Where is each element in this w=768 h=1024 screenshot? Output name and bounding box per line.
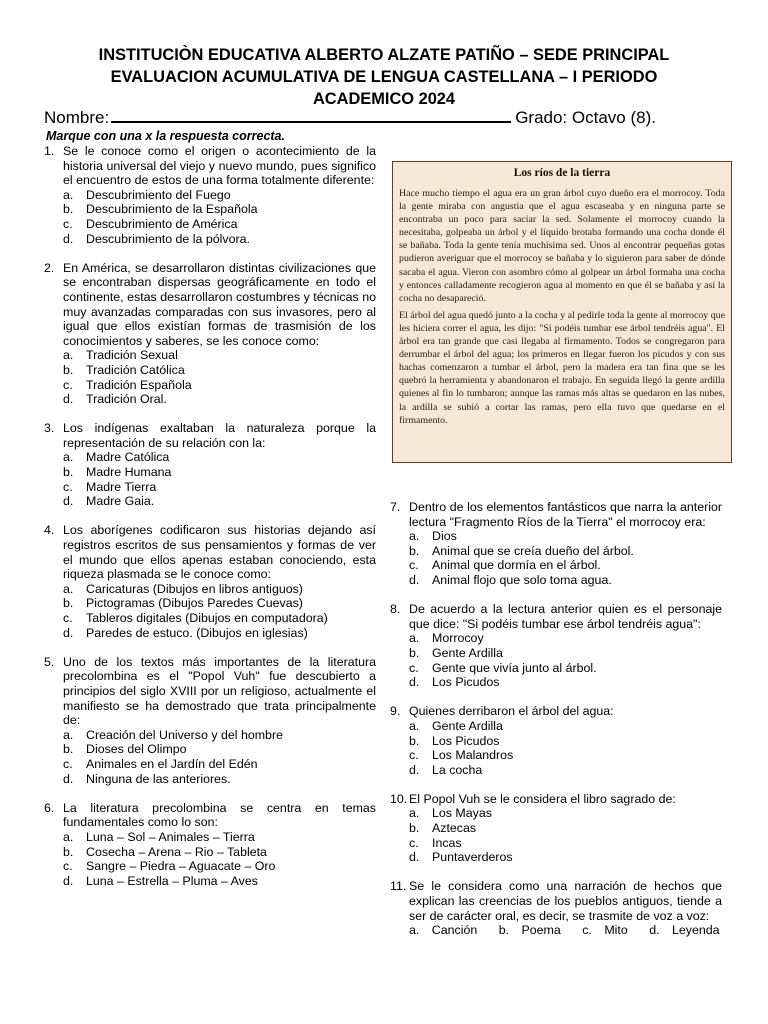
option-letter: c.	[63, 756, 73, 771]
option-text: Gente Ardilla	[432, 645, 503, 660]
option-text: Madre Humana	[86, 465, 172, 480]
option-letter: a.	[409, 718, 420, 733]
option-letter: a.	[409, 631, 420, 646]
option-c[interactable]	[63, 217, 376, 232]
option-text: Creación del Universo y del hombre	[86, 727, 283, 742]
questions-left-column	[44, 144, 376, 903]
option-letter: c.	[409, 660, 419, 675]
question-text: La literatura precolombina se centra en temas fundamentales como lo son:	[63, 800, 376, 830]
option-text: Los Mayas	[432, 806, 492, 821]
option-letter: b.	[409, 821, 420, 836]
option-letter: d.	[63, 392, 74, 407]
name-field[interactable]	[111, 107, 511, 123]
question-2	[44, 261, 376, 407]
option-letter: c.	[409, 558, 419, 573]
question-3	[44, 421, 376, 509]
question-number: 11.	[390, 879, 407, 894]
option-b[interactable]	[63, 465, 376, 480]
option-text: Madre Tierra	[86, 479, 157, 494]
option-d[interactable]	[63, 874, 376, 889]
reading-title: Los ríos de la tierra	[513, 167, 611, 179]
question-text: Quienes derribaron el árbol del agua:	[409, 704, 614, 719]
option-a[interactable]	[409, 529, 722, 544]
question-number: 9.	[390, 704, 401, 719]
option-text: Tradición Sexual	[86, 348, 178, 363]
option-a[interactable]	[63, 188, 376, 203]
option-text: Sangre – Piedra – Aguacate – Oro	[86, 859, 276, 874]
option-text: Pictogramas (Dibujos Paredes Cuevas)	[86, 596, 303, 611]
option-text: Paredes de estuco. (Dibujos en iglesias)	[86, 625, 308, 640]
option-text: Los Picudos	[432, 675, 500, 690]
option-letter: d.	[63, 625, 74, 640]
option-text: Tradición Oral.	[86, 392, 167, 407]
question-8	[390, 602, 722, 690]
option-text: Aztecas	[432, 821, 477, 836]
option-letter: d.	[409, 762, 420, 777]
option-text: Caricaturas (Dibujos en libros antiguos)	[86, 581, 303, 596]
option-a[interactable]	[63, 348, 376, 363]
option-letter: b.	[409, 543, 420, 558]
question-text: Dentro de los elementos fantásticos que narra la anterior lectura "Fragmento Ríos de la Tierra" el morrocoy era:	[409, 500, 722, 529]
option-b[interactable]	[409, 544, 722, 559]
header-evaluation: EVALUACION ACUMULATIVA DE LENGUA CASTELLANA – I PERIODO	[110, 68, 658, 86]
option-letter: a.	[63, 187, 74, 202]
question-text: Se le considera como una narración de hechos que explican las creencias de los pueblos antiguos, tiende a ser de carácter oral, es decir, se trasmite de voz a voz:	[409, 879, 722, 923]
option-letter: b.	[63, 202, 74, 217]
question-number: 10.	[390, 791, 408, 806]
option-d[interactable]	[409, 763, 722, 778]
option-letter: c.	[409, 835, 419, 850]
option-a[interactable]	[409, 719, 722, 734]
option-letter: a.	[63, 829, 74, 844]
option-letter: c.	[582, 923, 592, 938]
option-c[interactable]	[63, 611, 376, 626]
option-a[interactable]	[409, 923, 486, 937]
option-letter: d.	[409, 572, 420, 587]
option-d[interactable]	[63, 494, 376, 509]
reading-paragraph-2: El árbol del agua quedó junto a la cocha y al pedirle toda la gente al morrocoy que les hiciera correr el agua, les dijo: "Si podéis tumbar ese árbol tendréis agua". El árbol era tan grande que casi llegaba al firmamento. Todos se congregaron para derrumbar el árbol del agua; los primeros en llegar fueron los picudos y con sus hachas comenzaron a tumbar el árbol, pero la madera era tan fina que se les quebró la herramienta y abandonaron el trabajo. En seguida llegó la gente ardilla quienes al fin lo tumbaron; aunque las ramas más altas se quedaron en las nubes, la ardilla se subió a cortar las ramas, pero ella tuvo que quedarse en el firmamento.	[399, 309, 725, 426]
option-text: Gente Ardilla	[432, 718, 503, 733]
option-letter: a.	[63, 581, 74, 596]
option-a[interactable]	[63, 728, 376, 743]
option-letter: c.	[63, 479, 73, 494]
name-label: Nombre:	[44, 108, 110, 127]
option-letter: d.	[63, 771, 74, 786]
student-info-row	[44, 107, 734, 129]
option-text: Descubrimiento del Fuego	[86, 187, 231, 202]
option-c[interactable]	[409, 558, 722, 573]
option-letter: d.	[649, 923, 660, 938]
option-c[interactable]	[63, 480, 376, 495]
grade-label: Grado: Octavo (8).	[515, 108, 656, 127]
option-c[interactable]	[63, 378, 376, 393]
option-d[interactable]	[409, 850, 722, 865]
option-letter: c.	[409, 748, 419, 763]
option-letter: c.	[63, 611, 73, 625]
question-number: 7.	[390, 500, 401, 514]
option-letter: d.	[409, 675, 420, 690]
option-letter: b.	[409, 733, 420, 748]
option-letter: b.	[63, 596, 74, 611]
option-letter: b.	[409, 645, 420, 660]
option-text: La cocha	[432, 762, 483, 777]
option-text: Mito	[604, 923, 628, 938]
reading-passage	[392, 161, 732, 463]
question-1	[44, 144, 376, 246]
question-text: De acuerdo a la lectura anterior quien es el personaje que dice: "Si podéis tumbar ese árbol tendréis agua":	[409, 602, 722, 631]
option-text: Dios	[432, 529, 457, 544]
option-b[interactable]	[409, 734, 722, 749]
option-text: Tradición Católica	[86, 362, 185, 377]
option-text: Descubrimiento de América	[86, 216, 238, 231]
option-text: Animales en el Jardín del Edén	[86, 756, 258, 771]
question-9	[390, 704, 722, 777]
option-text: Gente que vivía junto al árbol.	[432, 660, 597, 675]
question-text: Los indígenas exaltaban la naturaleza porque la representación de su relación con la:	[63, 421, 376, 450]
option-a[interactable]	[63, 450, 376, 465]
option-text: Descubrimiento de la Española	[86, 202, 258, 217]
option-text: Los Malandros	[432, 748, 514, 763]
question-text: En América, se desarrollaron distintas civilizaciones que se encontraban dispersas geográficamente en todo el continente, estas desarrollaron costumbres y técnicas no muy avanzadas comparadas con sus invasores, pero al igual que ellos existían formas de trasmisión de los conocimientos y saberes, se les conoce como:	[63, 260, 376, 348]
question-6	[44, 801, 376, 889]
option-text: Puntaverderos	[432, 850, 513, 865]
option-a[interactable]	[409, 806, 722, 821]
question-text: Se le conoce como el origen o acontecimiento de la historia universal del viejo y nuevo mundo, pues significo el encuentro de estos de una forma totalmente diferente:	[63, 144, 376, 188]
question-5	[44, 655, 376, 786]
option-text: Los Picudos	[432, 733, 500, 748]
option-text: Descubrimiento de la pólvora.	[86, 231, 250, 246]
option-b[interactable]	[409, 821, 722, 836]
option-text: Animal flojo que solo toma agua.	[432, 572, 612, 587]
option-letter: a.	[63, 348, 74, 363]
option-text: Cosecha – Arena – Rio – Tableta	[86, 844, 267, 859]
option-b[interactable]	[63, 742, 376, 757]
question-number: 3.	[44, 421, 55, 436]
option-b[interactable]	[499, 923, 570, 937]
question-number: 2.	[44, 260, 55, 275]
option-letter: c.	[63, 859, 73, 874]
question-number: 8.	[390, 602, 401, 617]
option-d[interactable]	[409, 675, 722, 690]
option-letter: d.	[63, 494, 74, 509]
option-text: Morrocoy	[432, 631, 484, 646]
option-letter: a.	[63, 450, 74, 465]
option-letter: b.	[63, 844, 74, 859]
option-text: Dioses del Olimpo	[86, 742, 187, 757]
option-text: Luna – Sol – Animales – Tierra	[86, 829, 255, 844]
question-text: Uno de los textos más importantes de la literatura precolombina es el "Popol Vuh" fue descubierto a principios del siglo XVIII por un religioso, actualmente el manifiesto se ha demostrado que trata principalmente de:	[63, 654, 376, 728]
question-text: El Popol Vuh se le considera el libro sagrado de:	[409, 791, 676, 806]
inline-options	[390, 923, 722, 938]
question-number: 4.	[44, 523, 55, 538]
option-letter: b.	[498, 923, 510, 938]
option-b[interactable]	[63, 363, 376, 378]
header-institution: INSTITUCIÒN EDUCATIVA ALBERTO ALZATE PATIÑO – SEDE PRINCIPAL	[98, 46, 670, 64]
option-c[interactable]	[582, 923, 637, 937]
option-b[interactable]	[63, 845, 376, 860]
option-text: Leyenda	[672, 923, 720, 938]
option-text: Tradición Española	[86, 377, 192, 392]
option-text: Tableros digitales (Dibujos en computadora)	[86, 611, 328, 625]
question-7	[390, 500, 722, 588]
question-text: Los aborígenes codificaron sus historias dejando así registros escritos de sus pensamientos y formas de ver el mundo que ellos apenas estaban conociendo, esta riqueza plasmada se le conoce como:	[63, 523, 376, 582]
option-letter: b.	[63, 742, 74, 757]
option-letter: a.	[409, 923, 420, 938]
instructions: Marque con una x la respuesta correcta.	[46, 129, 285, 143]
option-c[interactable]	[409, 836, 722, 851]
option-c[interactable]	[409, 748, 722, 763]
question-number: 1.	[44, 144, 55, 158]
option-text: Madre Gaia.	[86, 494, 155, 509]
option-b[interactable]	[63, 202, 376, 217]
option-c[interactable]	[409, 661, 722, 676]
option-letter: c.	[63, 216, 73, 231]
question-number: 5.	[44, 654, 55, 669]
option-text: Animal que se creía dueño del árbol.	[432, 543, 634, 558]
option-letter: a.	[409, 806, 420, 821]
option-d[interactable]	[63, 626, 376, 641]
option-b[interactable]	[63, 596, 376, 611]
option-d[interactable]	[63, 772, 376, 787]
option-letter: b.	[63, 465, 74, 480]
question-number: 6.	[44, 800, 55, 815]
option-letter: d.	[63, 231, 74, 246]
option-letter: a.	[63, 727, 74, 742]
option-c[interactable]	[63, 757, 376, 772]
header-period: ACADEMICO 2024	[312, 90, 456, 108]
option-d[interactable]	[63, 232, 376, 247]
option-letter: a.	[409, 529, 420, 544]
question-4	[44, 523, 376, 640]
reading-paragraph-1: Hace mucho tiempo el agua era un gran árbol cuyo dueño era el morrocoy. Toda la gente miraba con angustia que el agua escaseaba y en ninguna parte se encontraba un poco para saciar la sed. Solamente el morrocoy cuando la necesitaba, golpeaba un árbol y el líquido brotaba formando una cocha donde él se bañaba. Toda la gente tenía muchísima sed. Unos al encontrar pequeñas gotas pudieron averiguar que el morrocoy se bañaba y lo siguieron para saber de dónde sacaba el agua. Vieron con asombro cómo al golpear un árbol formaba una cocha y entonces calladamente recogieron agua al momento en que él se bañaba y así la cocha no desapareció.	[399, 188, 725, 304]
option-b[interactable]	[409, 646, 722, 661]
option-text: Canción	[431, 923, 478, 938]
option-a[interactable]	[409, 631, 722, 646]
option-c[interactable]	[63, 859, 376, 874]
option-text: Luna – Estrella – Pluma – Aves	[86, 873, 258, 888]
option-letter: b.	[63, 362, 74, 377]
option-letter: c.	[63, 377, 73, 392]
option-letter: d.	[63, 873, 74, 888]
option-text: Poema	[521, 923, 561, 938]
question-11	[390, 879, 722, 937]
exam-header	[40, 44, 728, 110]
question-10	[390, 792, 722, 865]
questions-right-column	[390, 500, 722, 952]
option-d[interactable]	[649, 923, 728, 937]
option-text: Ninguna de las anteriores.	[86, 771, 231, 786]
option-text: Madre Católica	[86, 450, 170, 465]
option-a[interactable]	[63, 582, 376, 597]
option-a[interactable]	[63, 830, 376, 845]
option-d[interactable]	[63, 392, 376, 407]
option-text: Animal que dormía en el árbol.	[432, 558, 601, 573]
option-letter: d.	[409, 850, 420, 865]
option-d[interactable]	[409, 573, 722, 588]
option-text: Incas	[432, 835, 462, 850]
